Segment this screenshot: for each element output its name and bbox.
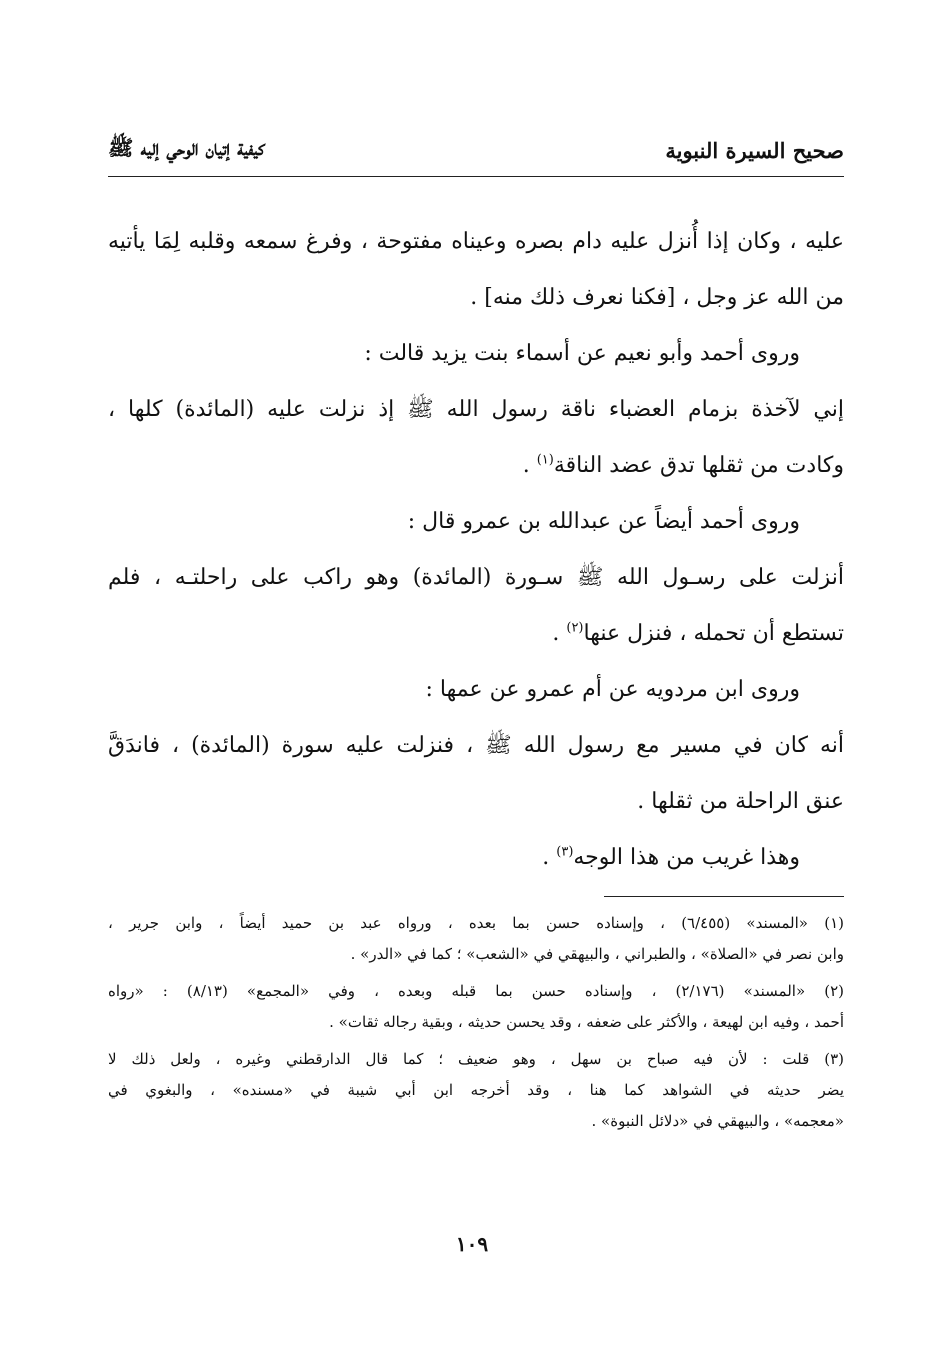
header-rule bbox=[108, 176, 844, 177]
footnote-line: (١) «المسند» (٦/٤٥٥) ، وإسناده حسن بما بعده ، ورواه عبد بن حميد أيضاً ، وابن جرير ، bbox=[108, 914, 844, 932]
footnote-3 bbox=[108, 1044, 844, 1137]
text-line bbox=[108, 606, 844, 662]
text-line: وروى أحمد أيضاً عن عبدالله بن عمرو قال : bbox=[407, 509, 800, 534]
text-line: إني لآخذة بزمام العضباء ناقة رسول الله ﷺ إذ نزلت عليه (المائدة) كلها ، bbox=[108, 397, 844, 422]
text-line: عليه ، وكان إذا أُنزل عليه دام بصره وعيناه مفتوحة ، وفرغ سمعه وقلبه لِمَا يأتيه bbox=[108, 229, 844, 254]
text-line: أنزلت على رسـول الله ﷺ سـورة (المائدة) وهو راكب على راحلتـه ، فلم bbox=[108, 565, 844, 590]
text-line: أنه كان في مسير مع رسول الله ﷺ ، فنزلت عليه سورة (المائدة) ، فاندَقَّ bbox=[108, 733, 844, 758]
chapter-title: كيفية إتيان الوحي إليه ﷺ bbox=[108, 134, 265, 160]
text-span: . bbox=[552, 621, 567, 646]
text-span: . bbox=[542, 845, 557, 870]
footnotes bbox=[108, 908, 844, 1143]
text-span: وهذا غريب من هذا الوجه bbox=[573, 845, 800, 870]
footnote-line: (٢) «المسند» (٢/١٧٦) ، وإسناده حسن بما قبله وبعده ، وفي «المجمع» (٨/١٣) : «رواه bbox=[108, 982, 844, 1000]
text-line bbox=[108, 438, 844, 494]
text-line: من الله عز وجل ، [فكنا نعرف ذلك منه] . bbox=[470, 285, 844, 310]
text-line: عنق الراحلة من ثقلها . bbox=[637, 789, 844, 814]
footnote-separator bbox=[604, 896, 844, 897]
text-span: تستطع أن تحمله ، فنزل عنها bbox=[583, 621, 844, 646]
footnote-ref: (١) bbox=[536, 452, 554, 468]
footnote-1 bbox=[108, 908, 844, 970]
book-title: صحيح السيرة النبوية bbox=[665, 137, 844, 163]
text-span: وكادت من ثقلها تدق عضد الناقة bbox=[553, 453, 844, 478]
main-text bbox=[108, 214, 844, 886]
footnote-ref: (٣) bbox=[556, 844, 574, 860]
footnote-line: «معجمه» ، والبيهقي في «دلائل النبوة» . bbox=[591, 1112, 844, 1130]
footnote-line: (٣) قلت : لأن فيه صباح بن سهل ، وهو ضعيف ؛ كما قال الدارقطني وغيره ، ولعل ذلك لا bbox=[108, 1050, 844, 1068]
footnote-line: وابن نصر في «الصلاة» ، والطبراني ، والبيهقي في «الشعب» ؛ كما في «الدر» . bbox=[350, 945, 844, 963]
running-header bbox=[108, 128, 844, 172]
text-line: وروى أحمد وأبو نعيم عن أسماء بنت يزيد قالت : bbox=[364, 341, 800, 366]
footnote-line: أحمد ، وفيه ابن لهيعة ، والأكثر على ضعفه ، وقد يحسن حديثه ، وبقية رجاله ثقات» . bbox=[329, 1013, 844, 1031]
page-number: ١٠٩ bbox=[455, 1232, 489, 1256]
footnote-ref: (٢) bbox=[566, 620, 584, 636]
text-line: وروى ابن مردويه عن أم عمرو عن عمها : bbox=[425, 677, 800, 702]
footnote-line: يضر حديثه في الشواهد كما هنا ، وقد أخرجه ابن أبي شيبة في «مسنده» ، والبغوي في bbox=[108, 1081, 844, 1099]
text-span: . bbox=[522, 453, 537, 478]
text-line bbox=[108, 830, 844, 886]
footnote-2 bbox=[108, 976, 844, 1038]
